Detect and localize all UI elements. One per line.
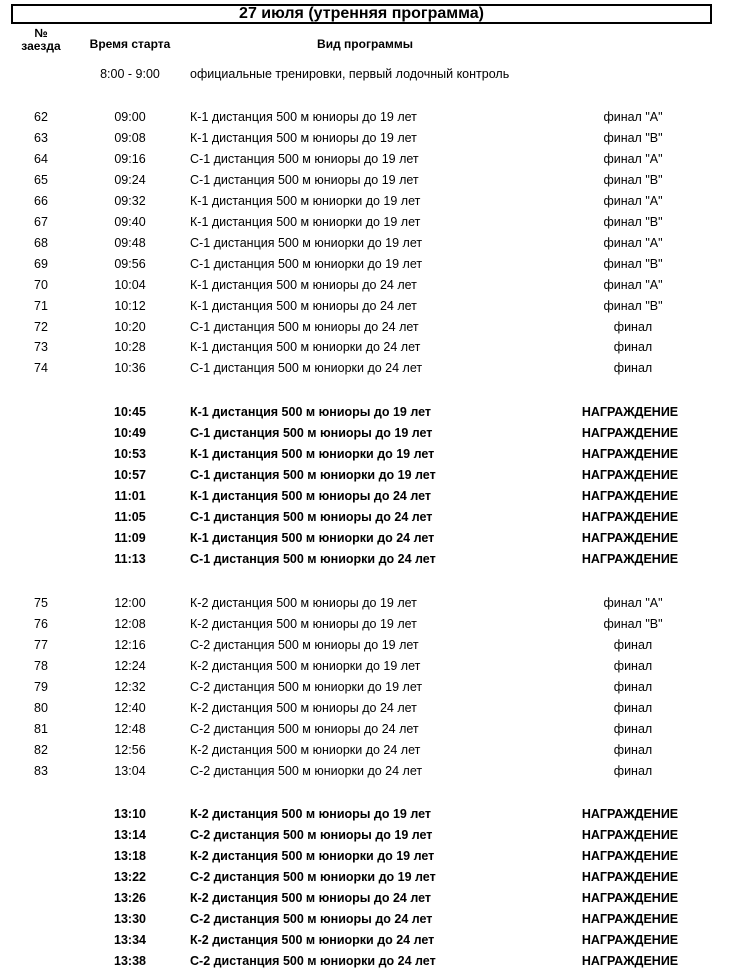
final-label: финал	[613, 721, 653, 736]
start-time: 09:24	[114, 172, 146, 187]
start-time: 11:13	[114, 551, 146, 566]
award-row	[0, 465, 750, 486]
final-label: финал "А"	[603, 193, 663, 208]
final-label: финал	[613, 658, 653, 673]
award-row	[0, 507, 750, 528]
award-label: НАГРАЖДЕНИЕ	[581, 807, 679, 821]
program-name: К-1 дистанция 500 м юниорки до 24 лет	[190, 530, 435, 545]
start-time: 10:12	[114, 298, 146, 313]
program-name: К-2 дистанция 500 м юниорки до 19 лет	[190, 658, 421, 673]
final-label: финал	[613, 361, 653, 376]
heat-row	[0, 212, 750, 233]
heat-number: 78	[34, 658, 48, 673]
program-name: К-2 дистанция 500 м юниорки до 24 лет	[190, 742, 421, 757]
heat-number: 72	[34, 319, 48, 334]
heat-number: 80	[34, 700, 48, 715]
award-label: НАГРАЖДЕНИЕ	[581, 488, 679, 503]
start-time: 10:49	[114, 425, 146, 440]
heat-number: 65	[34, 172, 48, 187]
award-label: НАГРАЖДЕНИЕ	[581, 405, 679, 419]
award-row	[0, 867, 750, 888]
program-name: С-1 дистанция 500 м юниоры до 19 лет	[190, 172, 419, 187]
heat-number: 76	[34, 617, 48, 631]
heat-row	[0, 677, 750, 698]
heat-number: 71	[34, 298, 48, 313]
program-name: К-2 дистанция 500 м юниоры до 24 лет	[190, 700, 417, 715]
award-row	[0, 951, 750, 972]
start-time: 13:38	[114, 953, 146, 968]
heat-number: 68	[34, 235, 48, 250]
heat-row	[0, 761, 750, 782]
program-name: К-2 дистанция 500 м юниоры до 24 лет	[190, 890, 432, 905]
heat-row	[0, 170, 750, 191]
award-label: НАГРАЖДЕНИЕ	[581, 551, 679, 566]
heat-number: 66	[34, 193, 48, 208]
program-name: С-2 дистанция 500 м юниоры до 24 лет	[190, 721, 419, 736]
training-time: 8:00 - 9:00	[100, 67, 160, 81]
start-time: 09:00	[114, 110, 146, 124]
program-name: К-2 дистанция 500 м юниоры до 19 лет	[190, 807, 432, 821]
award-label: НАГРАЖДЕНИЕ	[581, 446, 679, 461]
program-name: К-1 дистанция 500 м юниоры до 19 лет	[190, 131, 417, 145]
program-name: С-1 дистанция 500 м юниорки до 24 лет	[190, 361, 423, 376]
start-time: 13:10	[114, 807, 146, 821]
program-name: К-2 дистанция 500 м юниорки до 24 лет	[190, 932, 435, 947]
program-name: С-1 дистанция 500 м юниоры до 19 лет	[190, 151, 419, 166]
start-time: 13:34	[114, 932, 146, 947]
final-label: финал "А"	[603, 235, 663, 250]
award-label: НАГРАЖДЕНИЕ	[581, 911, 679, 926]
final-label: финал	[613, 700, 653, 715]
heat-row	[0, 191, 750, 212]
award-label: НАГРАЖДЕНИЕ	[581, 932, 679, 947]
award-row	[0, 846, 750, 867]
header-heat-number	[16, 27, 66, 53]
award-label: НАГРАЖДЕНИЕ	[581, 530, 679, 545]
training-program: официальные тренировки, первый лодочный контроль	[190, 67, 510, 81]
heat-row	[0, 275, 750, 296]
start-time: 13:04	[114, 763, 146, 778]
award-row	[0, 549, 750, 570]
award-label: НАГРАЖДЕНИЕ	[581, 425, 679, 440]
start-time: 10:53	[114, 446, 146, 461]
final-label: финал "В"	[603, 617, 663, 631]
start-time: 11:01	[114, 488, 146, 503]
final-label: финал "А"	[603, 596, 663, 610]
final-label: финал "А"	[603, 151, 663, 166]
award-label: НАГРАЖДЕНИЕ	[581, 890, 679, 905]
start-time: 13:30	[114, 911, 146, 926]
heat-row	[0, 614, 750, 635]
final-label: финал	[613, 742, 653, 757]
heat-row	[0, 296, 750, 317]
program-name: С-1 дистанция 500 м юниорки до 19 лет	[190, 235, 423, 250]
award-row	[0, 402, 750, 423]
start-time: 11:09	[114, 530, 146, 545]
training-row	[0, 64, 750, 85]
heat-row	[0, 107, 750, 128]
final-label: финал	[613, 637, 653, 652]
start-time: 13:26	[114, 890, 146, 905]
award-row	[0, 888, 750, 909]
heat-number: 73	[34, 340, 48, 355]
start-time: 09:16	[114, 151, 146, 166]
heat-row	[0, 740, 750, 761]
award-row	[0, 804, 750, 825]
heat-row	[0, 317, 750, 338]
final-label: финал "В"	[603, 256, 663, 271]
heat-number: 63	[34, 131, 48, 145]
start-time: 10:04	[114, 277, 146, 292]
final-label: финал "В"	[603, 298, 663, 313]
header-program: Вид программы	[317, 37, 413, 51]
heat-number: 81	[34, 721, 48, 736]
heat-row	[0, 635, 750, 656]
award-row	[0, 825, 750, 846]
heat-row	[0, 698, 750, 719]
award-label: НАГРАЖДЕНИЕ	[581, 509, 679, 524]
program-name: С-2 дистанция 500 м юниорки до 24 лет	[190, 953, 436, 968]
award-label: НАГРАЖДЕНИЕ	[581, 828, 679, 842]
start-time: 12:16	[114, 637, 146, 652]
program-name: К-1 дистанция 500 м юниорки до 24 лет	[190, 340, 421, 355]
award-row	[0, 423, 750, 444]
final-label: финал "В"	[603, 214, 663, 229]
start-time: 12:40	[114, 700, 146, 715]
award-row	[0, 930, 750, 951]
start-time: 10:20	[114, 319, 146, 334]
start-time: 09:40	[114, 214, 146, 229]
program-name: К-1 дистанция 500 м юниоры до 24 лет	[190, 298, 417, 313]
start-time: 12:56	[114, 742, 146, 757]
start-time: 13:14	[114, 828, 146, 842]
start-time: 10:28	[114, 340, 146, 355]
heat-number: 62	[34, 110, 48, 124]
program-name: К-1 дистанция 500 м юниорки до 19 лет	[190, 193, 421, 208]
heat-row	[0, 719, 750, 740]
header-heat-number-line2: заезда	[21, 39, 61, 53]
final-label: финал	[613, 340, 653, 355]
start-time: 11:05	[114, 509, 146, 524]
heat-number: 79	[34, 679, 48, 694]
program-name: С-2 дистанция 500 м юниорки до 24 лет	[190, 763, 423, 778]
program-name: К-2 дистанция 500 м юниоры до 19 лет	[190, 596, 417, 610]
heat-number: 83	[34, 763, 48, 778]
start-time: 09:08	[114, 131, 146, 145]
program-name: С-2 дистанция 500 м юниоры до 19 лет	[190, 828, 433, 842]
heat-row	[0, 593, 750, 614]
final-label: финал	[613, 763, 653, 778]
heat-row	[0, 128, 750, 149]
start-time: 12:24	[114, 658, 146, 673]
final-label: финал "А"	[603, 110, 663, 124]
program-name: С-1 дистанция 500 м юниоры до 19 лет	[190, 425, 433, 440]
heat-number: 74	[34, 361, 48, 376]
program-name: К-1 дистанция 500 м юниоры до 19 лет	[190, 110, 417, 124]
heat-row	[0, 358, 750, 379]
award-label: НАГРАЖДЕНИЕ	[581, 848, 679, 863]
program-name: С-2 дистанция 500 м юниорки до 19 лет	[190, 679, 423, 694]
award-label: НАГРАЖДЕНИЕ	[581, 869, 679, 884]
program-name: С-2 дистанция 500 м юниоры до 19 лет	[190, 637, 419, 652]
heat-row	[0, 337, 750, 358]
start-time: 09:32	[114, 193, 146, 208]
program-name: К-1 дистанция 500 м юниоры до 19 лет	[190, 405, 432, 419]
heat-number: 64	[34, 151, 48, 166]
program-name: К-1 дистанция 500 м юниоры до 24 лет	[190, 488, 432, 503]
program-name: К-2 дистанция 500 м юниоры до 19 лет	[190, 617, 417, 631]
program-name: К-1 дистанция 500 м юниорки до 19 лет	[190, 446, 435, 461]
program-name: С-1 дистанция 500 м юниорки до 24 лет	[190, 551, 436, 566]
heat-number: 70	[34, 277, 48, 292]
program-name: С-1 дистанция 500 м юниоры до 24 лет	[190, 509, 433, 524]
heat-row	[0, 233, 750, 254]
final-label: финал "В"	[603, 131, 663, 145]
program-name: К-1 дистанция 500 м юниорки до 19 лет	[190, 214, 421, 229]
program-name: С-2 дистанция 500 м юниорки до 19 лет	[190, 869, 436, 884]
heat-number: 82	[34, 742, 48, 757]
start-time: 13:18	[114, 848, 146, 863]
heat-number: 67	[34, 214, 48, 229]
start-time: 09:48	[114, 235, 146, 250]
award-row	[0, 909, 750, 930]
program-name: К-1 дистанция 500 м юниоры до 24 лет	[190, 277, 417, 292]
award-label: НАГРАЖДЕНИЕ	[581, 953, 679, 968]
start-time: 10:57	[114, 467, 146, 482]
header-start-time: Время старта	[89, 37, 171, 51]
start-time: 13:22	[114, 869, 146, 884]
program-name: С-1 дистанция 500 м юниоры до 24 лет	[190, 319, 419, 334]
start-time: 12:00	[114, 596, 146, 610]
heat-row	[0, 149, 750, 170]
heat-row	[0, 254, 750, 275]
award-row	[0, 528, 750, 549]
start-time: 12:32	[114, 679, 146, 694]
program-name: С-1 дистанция 500 м юниорки до 19 лет	[190, 467, 436, 482]
program-name: К-2 дистанция 500 м юниорки до 19 лет	[190, 848, 435, 863]
program-name: С-1 дистанция 500 м юниорки до 19 лет	[190, 256, 423, 271]
award-row	[0, 486, 750, 507]
award-label: НАГРАЖДЕНИЕ	[581, 467, 679, 482]
page-title: 27 июля (утренняя программа)	[11, 4, 712, 24]
award-row	[0, 444, 750, 465]
final-label: финал	[613, 319, 653, 334]
heat-number: 77	[34, 637, 48, 652]
final-label: финал "А"	[603, 277, 663, 292]
final-label: финал "В"	[603, 172, 663, 187]
program-name: С-2 дистанция 500 м юниоры до 24 лет	[190, 911, 433, 926]
start-time: 12:48	[114, 721, 146, 736]
start-time: 12:08	[114, 617, 146, 631]
heat-number: 75	[34, 596, 48, 610]
header-heat-number-line1: №	[34, 26, 48, 40]
final-label: финал	[613, 679, 653, 694]
heat-number: 69	[34, 256, 48, 271]
start-time: 10:36	[114, 361, 146, 376]
start-time: 10:45	[114, 405, 146, 419]
heat-row	[0, 656, 750, 677]
start-time: 09:56	[114, 256, 146, 271]
